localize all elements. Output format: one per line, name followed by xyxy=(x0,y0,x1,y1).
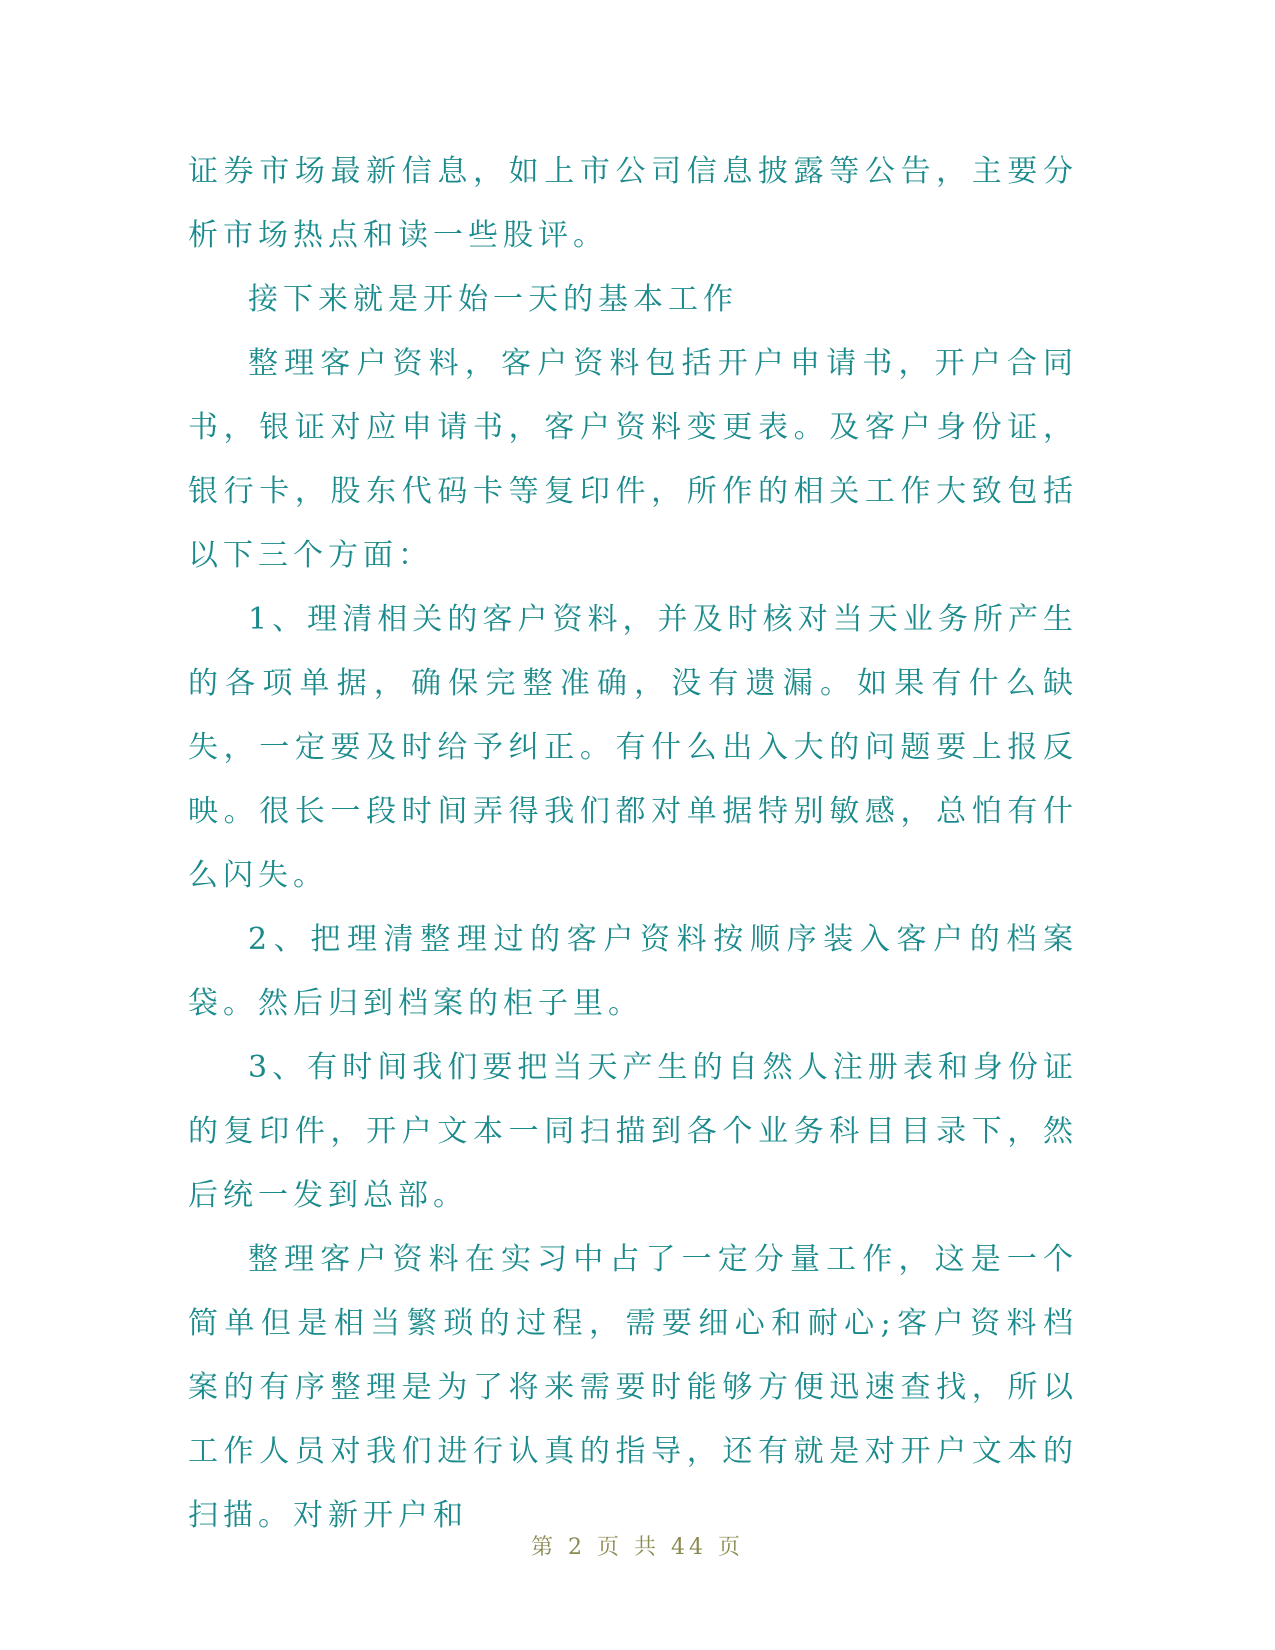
body-text xyxy=(188,140,1078,1548)
paragraph-4: 1、理清相关的客户资料，并及时核对当天业务所产生的各项单据，确保完整准确，没有遗漏。如果有什么缺失，一定要及时给予纠正。有什么出入大的问题要上报反映。很长一段时间弄得我们都对单据特别敏感，总怕有什么闪失。 xyxy=(188,602,1078,893)
page-footer: 第 2 页 共 44 页 xyxy=(531,1535,744,1560)
paragraph-2: 接下来就是开始一天的基本工作 xyxy=(248,282,738,317)
paragraph-1: 证券市场最新信息，如上市公司信息披露等公告，主要分析市场热点和读一些股评。 xyxy=(188,154,1078,253)
paragraph-7: 整理客户资料在实习中占了一定分量工作，这是一个简单但是相当繁琐的过程，需要细心和耐心;客户资料档案的有序整理是为了将来需要时能够方便迅速查找，所以工作人员对我们进行认真的指导，还有就是对开户文本的扫描。对新开户和 xyxy=(188,1242,1078,1533)
paragraph-3: 整理客户资料，客户资料包括开户申请书，开户合同书，银证对应申请书，客户资料变更表。及客户身份证，银行卡，股东代码卡等复印件，所作的相关工作大致包括以下三个方面： xyxy=(188,346,1078,573)
paragraph-6: 3、有时间我们要把当天产生的自然人注册表和身份证的复印件，开户文本一同扫描到各个业务科目目录下，然后统一发到总部。 xyxy=(188,1050,1078,1213)
paragraph-5: 2、把理清整理过的客户资料按顺序装入客户的档案袋。然后归到档案的柜子里。 xyxy=(188,922,1078,1021)
